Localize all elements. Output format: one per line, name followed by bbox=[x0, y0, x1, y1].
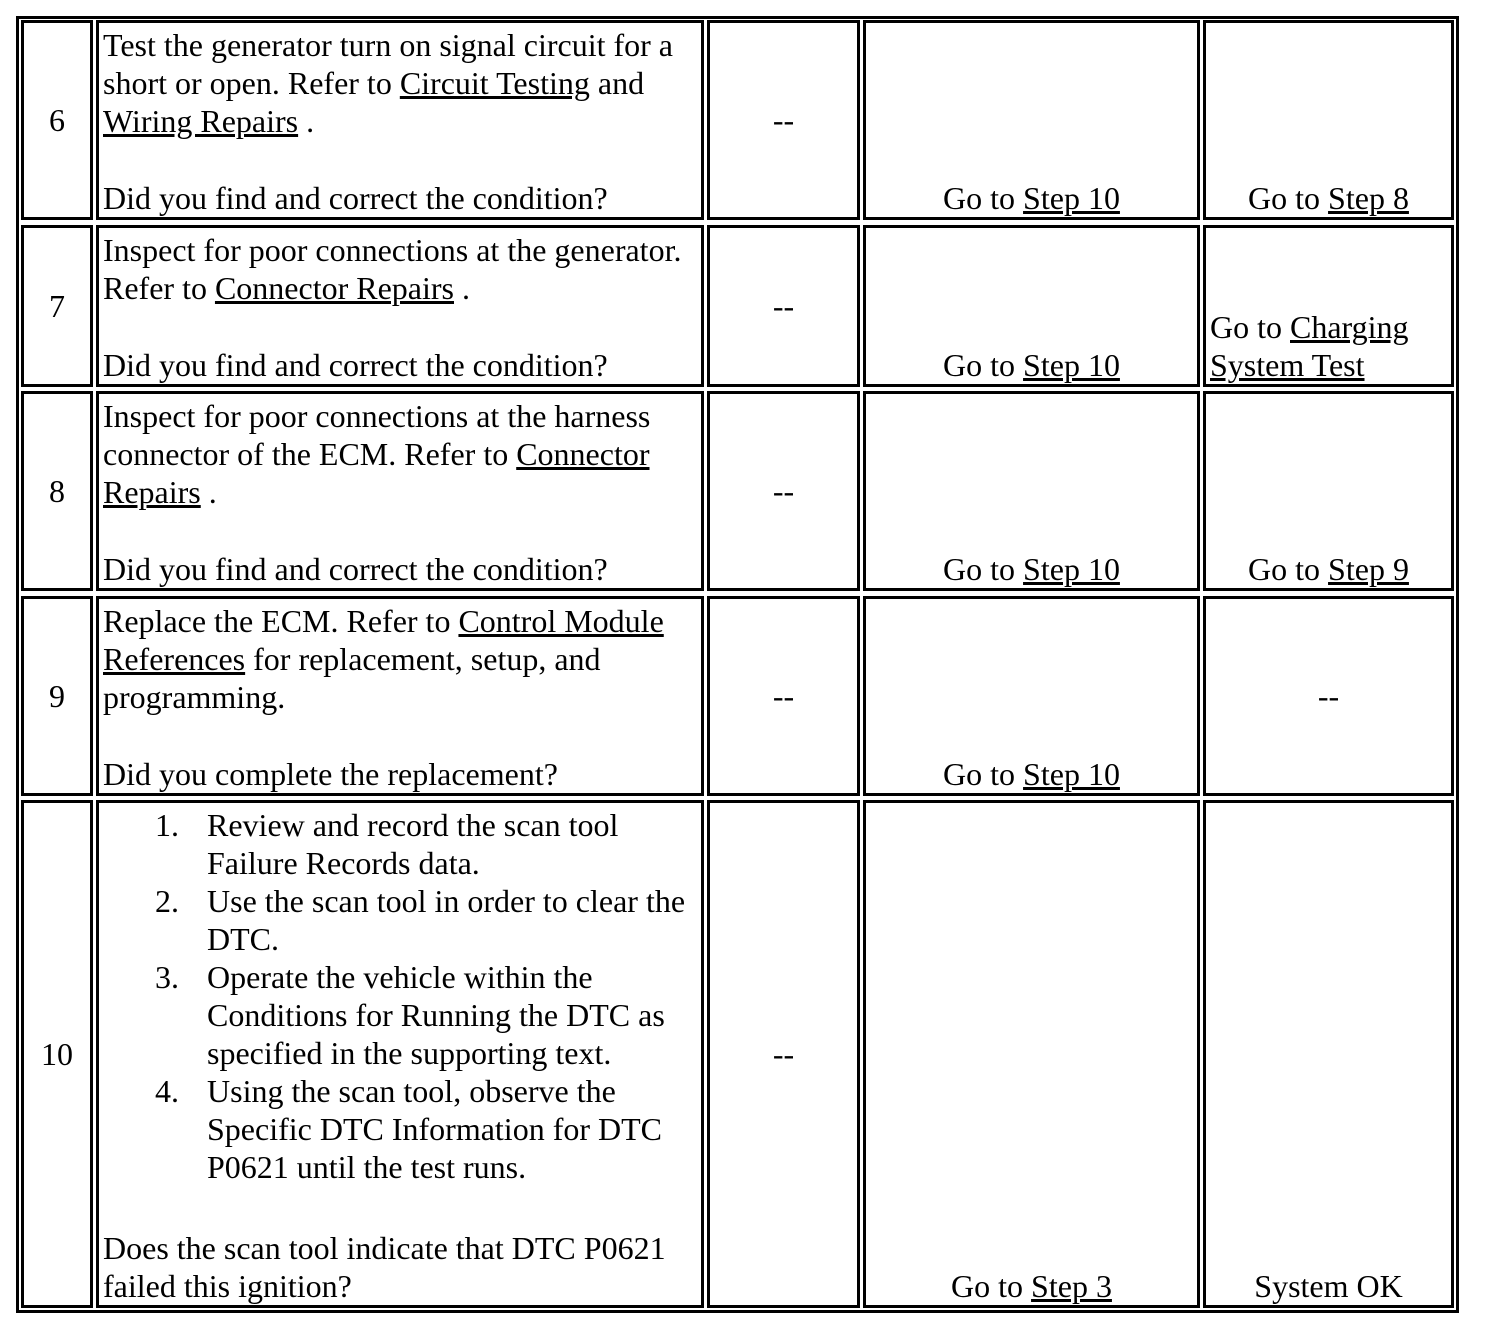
value-text: -- bbox=[772, 678, 795, 714]
yes-prefix: Go to bbox=[943, 756, 1024, 792]
no-cell bbox=[1203, 800, 1454, 1308]
no-cell bbox=[1203, 225, 1454, 387]
list-text: Operate the vehicle within the Conditions for Running the DTC as specified in the supporting text. bbox=[207, 959, 665, 1071]
circuit-testing-link[interactable]: Circuit Testing bbox=[399, 65, 590, 101]
step-number: 7 bbox=[49, 288, 65, 324]
step-number-cell bbox=[21, 391, 93, 591]
yes-cell bbox=[863, 596, 1200, 796]
yes-result bbox=[943, 179, 1120, 217]
no-cell bbox=[1203, 596, 1454, 796]
yes-cell bbox=[863, 800, 1200, 1308]
system-test-link-part[interactable]: System Test bbox=[1210, 347, 1365, 383]
list-text: Using the scan tool, observe the Specific DTC Information for DTC P0621 until the test runs. bbox=[207, 1073, 662, 1185]
step-number-cell bbox=[21, 20, 93, 220]
charging-link-part[interactable]: Charging bbox=[1290, 309, 1409, 345]
action-text bbox=[103, 26, 697, 140]
yes-result bbox=[943, 755, 1120, 793]
value-cell bbox=[707, 391, 860, 591]
wiring-repairs-link[interactable]: Wiring Repairs bbox=[103, 103, 299, 139]
no-cell bbox=[1203, 391, 1454, 591]
step-10-link[interactable]: Step 10 bbox=[1023, 756, 1120, 792]
no-cell bbox=[1203, 20, 1454, 220]
action-text-part: Inspect for poor connections at the generator. Refer to bbox=[103, 232, 682, 306]
value-text: -- bbox=[772, 288, 795, 324]
list-text: Review and record the scan tool Failure Records data. bbox=[207, 807, 619, 881]
yes-prefix: Go to bbox=[943, 551, 1024, 587]
yes-result bbox=[943, 550, 1120, 588]
step-number: 8 bbox=[49, 473, 65, 509]
step-10-link[interactable]: Step 10 bbox=[1023, 347, 1120, 383]
yes-cell bbox=[863, 391, 1200, 591]
value-cell bbox=[707, 596, 860, 796]
step-number: 9 bbox=[49, 678, 65, 714]
yes-prefix: Go to bbox=[951, 1268, 1032, 1304]
action-text-part: . bbox=[298, 103, 315, 139]
action-question: Did you find and correct the condition? bbox=[103, 551, 608, 587]
step-number-cell bbox=[21, 225, 93, 387]
no-prefix: Go to bbox=[1210, 309, 1290, 345]
step-10-link[interactable]: Step 10 bbox=[1023, 551, 1120, 587]
action-question: Did you find and correct the condition? bbox=[103, 180, 608, 216]
action-text bbox=[103, 602, 697, 716]
step-number: 10 bbox=[41, 1036, 73, 1072]
list-number: 3. bbox=[155, 959, 179, 995]
action-cell bbox=[96, 596, 704, 796]
action-cell bbox=[96, 225, 704, 387]
list-item bbox=[155, 958, 697, 1072]
list-text: Use the scan tool in order to clear the DTC. bbox=[207, 883, 686, 957]
action-text bbox=[103, 231, 697, 307]
connector-repairs-link[interactable]: Connector Repairs bbox=[103, 436, 650, 510]
step-9-link[interactable]: Step 9 bbox=[1328, 551, 1409, 587]
control-module-references-link[interactable]: Control Module References bbox=[103, 603, 664, 677]
value-text: -- bbox=[772, 473, 795, 509]
action-text-part: . bbox=[200, 474, 217, 510]
list-number: 1. bbox=[155, 807, 179, 843]
step-3-link[interactable]: Step 3 bbox=[1031, 1268, 1112, 1304]
value-text: -- bbox=[772, 1036, 795, 1072]
action-text-part: Test the generator turn on signal circuit for a short or open. Refer to bbox=[103, 27, 673, 101]
list-number: 4. bbox=[155, 1073, 179, 1109]
no-result bbox=[1248, 550, 1409, 588]
step-8-link[interactable]: Step 8 bbox=[1328, 180, 1409, 216]
action-text-part: Replace the ECM. Refer to bbox=[103, 603, 459, 639]
yes-result bbox=[943, 346, 1120, 384]
action-text-part: and bbox=[589, 65, 645, 101]
action-question: Did you find and correct the condition? bbox=[103, 347, 608, 383]
action-question: Does the scan tool indicate that DTC P0621 failed this ignition? bbox=[103, 1230, 666, 1304]
action-text-part: . bbox=[454, 270, 470, 306]
step-10-link[interactable]: Step 10 bbox=[1023, 180, 1120, 216]
action-text-part: for replacement, setup, and programming. bbox=[103, 641, 601, 715]
list-item bbox=[155, 1072, 697, 1186]
no-result bbox=[1248, 179, 1409, 217]
action-cell bbox=[96, 800, 704, 1308]
no-result: System OK bbox=[1254, 1268, 1403, 1304]
yes-cell bbox=[863, 20, 1200, 220]
value-cell bbox=[707, 800, 860, 1308]
value-cell bbox=[707, 20, 860, 220]
action-text-part: Inspect for poor connections at the harness connector of the ECM. Refer to bbox=[103, 398, 651, 472]
action-cell bbox=[96, 391, 704, 591]
step-number-cell bbox=[21, 800, 93, 1308]
no-prefix: Go to bbox=[1248, 551, 1329, 587]
procedure-list bbox=[103, 806, 697, 1186]
list-item bbox=[155, 882, 697, 958]
value-cell bbox=[707, 225, 860, 387]
action-question: Did you complete the replacement? bbox=[103, 756, 558, 792]
yes-prefix: Go to bbox=[943, 180, 1024, 216]
value-text: -- bbox=[772, 102, 795, 138]
action-text bbox=[103, 397, 697, 511]
yes-prefix: Go to bbox=[943, 347, 1024, 383]
no-result: -- bbox=[1317, 678, 1340, 714]
no-result bbox=[1210, 308, 1409, 384]
list-item bbox=[155, 806, 697, 882]
action-cell bbox=[96, 20, 704, 220]
list-number: 2. bbox=[155, 883, 179, 919]
yes-cell bbox=[863, 225, 1200, 387]
connector-repairs-link[interactable]: Connector Repairs bbox=[214, 270, 454, 306]
no-prefix: Go to bbox=[1248, 180, 1329, 216]
step-number-cell bbox=[21, 596, 93, 796]
step-number: 6 bbox=[49, 102, 65, 138]
yes-result bbox=[951, 1267, 1112, 1305]
